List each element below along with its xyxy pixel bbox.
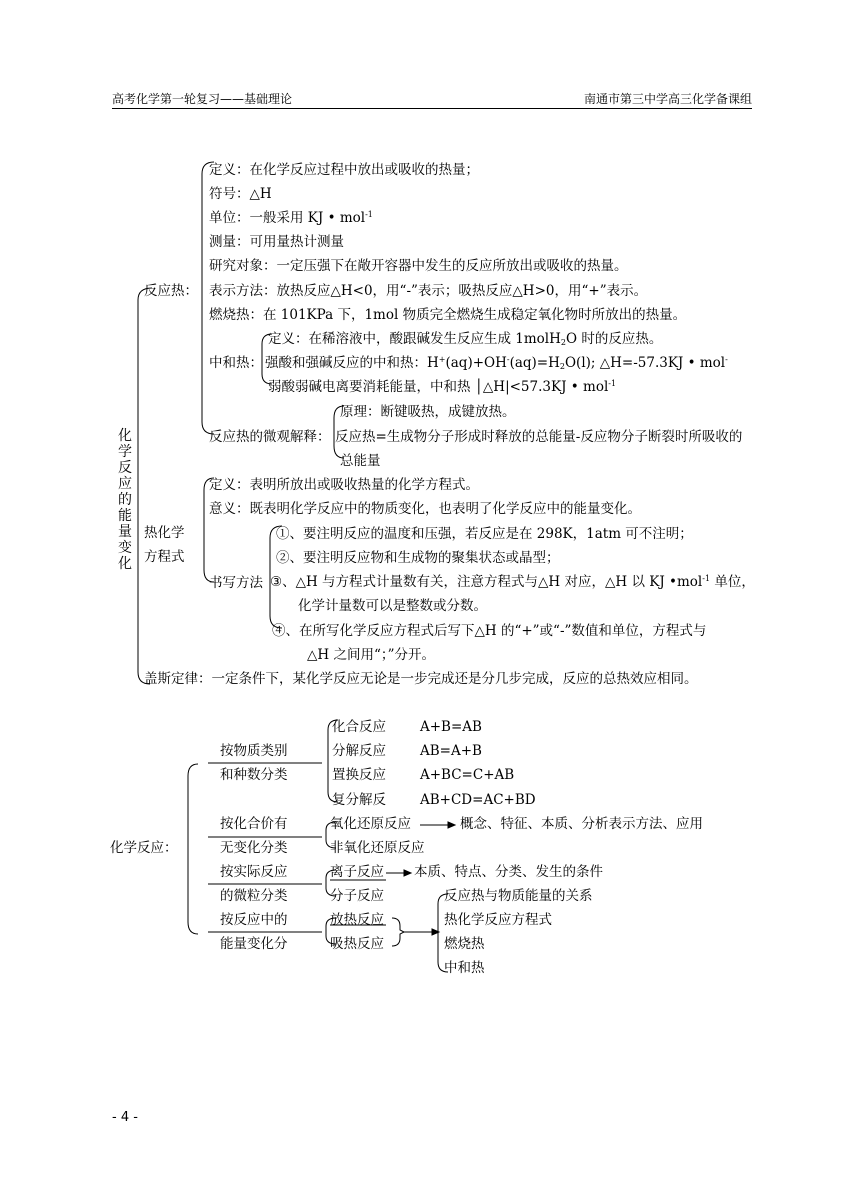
- g1-item-name: 复分解反: [332, 792, 386, 808]
- thermo-eq-label-1: 热化学: [144, 525, 185, 541]
- g3-item-name: 分子反应: [330, 888, 384, 904]
- group1-label-1: 按物质类别: [220, 743, 288, 759]
- rh-combustion-heat: 燃烧热：在 101KPa 下，1mol 物质完全燃烧生成稳定氧化物时所放出的热量。: [209, 307, 687, 323]
- g1-item-equation: AB+CD=AC+BD: [420, 792, 536, 808]
- header-left: 高考化学第一轮复习——基础理论: [112, 92, 293, 106]
- rh-unit: 单位：一般采用 KJ • mol$^{-1}$: [209, 210, 373, 226]
- g4-item-name: 吸热反应: [330, 936, 384, 952]
- header-right: 南通市第三中学高三化学备课组: [583, 92, 752, 106]
- group1-label-2: 和种数分类: [220, 767, 288, 783]
- g2-item-name: 氧化还原反应: [330, 816, 411, 832]
- g4-item-name: 放热反应: [330, 912, 384, 928]
- group4-label-2: 能量变化分: [220, 936, 288, 952]
- te-writing-label: 书写方法: [209, 575, 263, 591]
- rh-measurement: 测量：可用量热计测量: [209, 234, 344, 250]
- te-definition: 定义：表明所放出或吸收热量的化学方程式。: [209, 477, 479, 493]
- micro-label: 反应热的微观解释：: [209, 429, 331, 445]
- te-rule4-line2: △H 之间用“；”分开。: [307, 647, 435, 663]
- group3-label-2: 的微粒分类: [220, 888, 288, 904]
- reaction-heat-label: 反应热：: [144, 283, 198, 299]
- g1-item-equation: AB=A+B: [420, 743, 482, 759]
- neutralization-strong: 强酸和强碱反应的中和热：$H^+(aq)+OH^-(aq)=H_2O(l)$; △H=-57.3KJ • mol-: [265, 355, 728, 371]
- te-rule3-line2: 化学计量数可以是整数或分数。: [298, 598, 487, 614]
- rh-symbol: 符号：△H: [209, 186, 272, 202]
- te-rule4-line1: ④、在所写化学反应方程式后写下△H 的“+”或“-”数值和单位，方程式与: [272, 623, 707, 639]
- g4-topic: 反应热与物质能量的关系: [444, 888, 593, 904]
- g1-item-name: 置换反应: [332, 767, 386, 783]
- neutralization-weak: 弱酸弱碱电离要消耗能量，中和热 │△H|<57.3KJ • mol$^{-1}$: [268, 379, 617, 395]
- neutralization-definition: 定义：在稀溶液中，酸跟碱发生反应生成 1molH$_2$O 时的反应热。: [268, 331, 663, 347]
- rh-definition: 定义：在化学反应过程中放出或吸收的热量；: [209, 162, 479, 178]
- micro-principle: 原理：断键吸热，成键放热。: [340, 404, 516, 420]
- g1-item-equation: A+B=AB: [420, 719, 482, 735]
- te-rule3-line1: ③、△H 与方程式计量数有关，注意方程式与△H 对应，△H 以 KJ •mol$^{-1}$ 单位，: [270, 574, 755, 590]
- page-number: - 4 -: [112, 1110, 138, 1125]
- micro-formula-line1: 反应热=生成物分子形成时释放的总能量-反应物分子断裂时所吸收的: [335, 429, 743, 445]
- thermo-eq-label-2: 方程式: [144, 549, 185, 565]
- g3-item-note: 本质、特点、分类、发生的条件: [414, 864, 603, 880]
- group2-label-2: 无变化分类: [220, 840, 288, 856]
- g3-item-name: 离子反应: [330, 864, 384, 880]
- rh-research-object: 研究对象：一定压强下在敞开容器中发生的反应所放出或吸收的热量。: [209, 258, 628, 274]
- te-rule1: ①、要注明反应的温度和压强，若反应是在 298K，1atm 可不注明；: [276, 526, 693, 542]
- micro-formula-line2: 总能量: [340, 453, 381, 469]
- te-meaning: 意义：既表明化学反应中的物质变化，也表明了化学反应中的能量变化。: [209, 501, 641, 517]
- group3-label-1: 按实际反应: [220, 864, 288, 880]
- group2-label-1: 按化合价有: [220, 816, 288, 832]
- g4-topic: 中和热: [444, 960, 485, 976]
- section1-vertical-title: 化学反应的能量变化: [118, 428, 132, 572]
- te-rule2: ②、要注明反应物和生成物的聚集状态或晶型；: [276, 550, 560, 566]
- g1-item-name: 分解反应: [332, 743, 386, 759]
- rh-representation: 表示方法：放热反应△H<0，用“-”表示；吸热反应△H>0，用“+”表示。: [209, 283, 648, 299]
- group4-label-1: 按反应中的: [220, 912, 288, 928]
- section2-title: 化学反应：: [110, 840, 178, 856]
- hess-law: 盖斯定律：一定条件下，某化学反应无论是一步完成还是分几步完成，反应的总热效应相同。: [144, 671, 698, 687]
- g1-item-name: 化合反应: [332, 719, 386, 735]
- g4-topic: 热化学反应方程式: [444, 912, 552, 928]
- g1-item-equation: A+BC=C+AB: [420, 767, 515, 783]
- g2-item-note: 概念、特征、本质、分析表示方法、应用: [460, 816, 703, 832]
- g2-item-name: 非氧化还原反应: [330, 840, 425, 856]
- g4-topic: 燃烧热: [444, 936, 485, 952]
- neutralization-label: 中和热：: [209, 355, 263, 371]
